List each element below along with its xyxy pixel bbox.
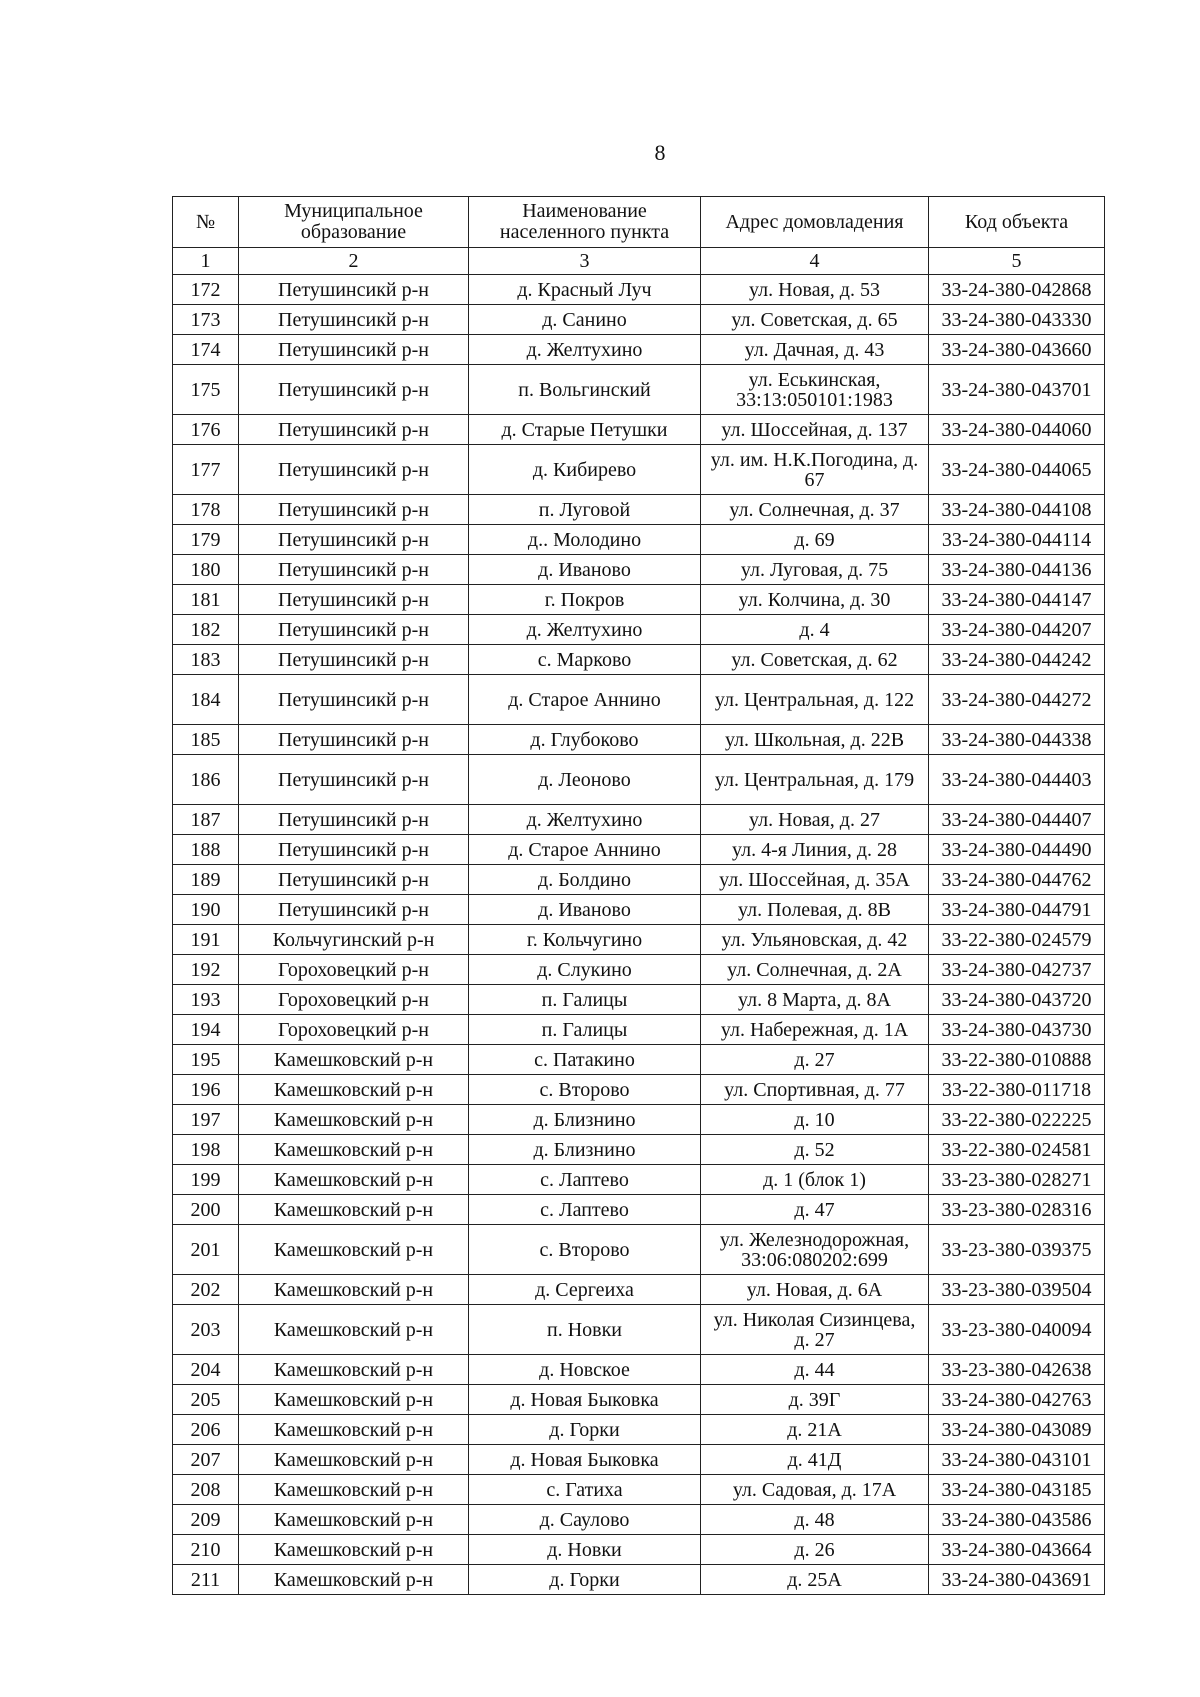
settlement-cell: с. Патакино [469, 1045, 701, 1075]
table-row [173, 305, 1105, 335]
address-cell: д. 41Д [701, 1445, 929, 1475]
address-cell: ул. 8 Марта, д. 8А [701, 985, 929, 1015]
municipality-cell: Камешковский р-н [239, 1075, 469, 1105]
address-cell: ул. Новая, д. 53 [701, 275, 929, 305]
object-code-cell: 33-24-380-043664 [929, 1535, 1105, 1565]
settlement-cell: д. Горки [469, 1565, 701, 1595]
object-code-cell: 33-24-380-044403 [929, 755, 1105, 805]
municipality-cell: Петушинсикй р-н [239, 335, 469, 365]
header-settlement: Наименование населенного пункта [469, 197, 701, 248]
object-code-cell: 33-24-380-044065 [929, 445, 1105, 495]
address-cell: д. 47 [701, 1195, 929, 1225]
municipality-cell: Гороховецкий р-н [239, 985, 469, 1015]
settlement-cell: д. Санино [469, 305, 701, 335]
row-number: 192 [173, 955, 239, 985]
object-code-cell: 33-24-380-043660 [929, 335, 1105, 365]
object-code-cell: 33-24-380-044114 [929, 525, 1105, 555]
settlement-cell: с. Второво [469, 1075, 701, 1105]
settlement-cell: д. Слукино [469, 955, 701, 985]
municipality-cell: Камешковский р-н [239, 1195, 469, 1225]
address-cell: ул. Дачная, д. 43 [701, 335, 929, 365]
row-number: 181 [173, 585, 239, 615]
table-row [173, 1105, 1105, 1135]
municipality-cell: Камешковский р-н [239, 1505, 469, 1535]
object-code-cell: 33-24-380-042763 [929, 1385, 1105, 1415]
municipality-cell: Камешковский р-н [239, 1225, 469, 1275]
settlement-cell: д.. Молодино [469, 525, 701, 555]
settlement-cell: с. Лаптево [469, 1195, 701, 1225]
settlement-cell: д. Красный Луч [469, 275, 701, 305]
object-code-cell: 33-24-380-042868 [929, 275, 1105, 305]
municipality-cell: Петушинсикй р-н [239, 555, 469, 585]
row-number: 198 [173, 1135, 239, 1165]
object-code-cell: 33-24-380-044207 [929, 615, 1105, 645]
object-code-cell: 33-22-380-011718 [929, 1075, 1105, 1105]
address-cell: ул. Советская, д. 65 [701, 305, 929, 335]
column-number: 2 [239, 248, 469, 275]
address-cell: ул. Шоссейная, д. 137 [701, 415, 929, 445]
object-code-cell: 33-24-380-044272 [929, 675, 1105, 725]
table-row [173, 645, 1105, 675]
settlement-cell: д. Горки [469, 1415, 701, 1445]
municipality-cell: Камешковский р-н [239, 1045, 469, 1075]
municipality-cell: Гороховецкий р-н [239, 955, 469, 985]
object-code-cell: 33-24-380-044242 [929, 645, 1105, 675]
object-code-cell: 33-24-380-044147 [929, 585, 1105, 615]
settlement-cell: д. Леоново [469, 755, 701, 805]
settlement-cell: д. Близнино [469, 1135, 701, 1165]
municipality-cell: Камешковский р-н [239, 1135, 469, 1165]
settlement-cell: д. Глубоково [469, 725, 701, 755]
address-cell: д. 1 (блок 1) [701, 1165, 929, 1195]
object-code-cell: 33-24-380-044136 [929, 555, 1105, 585]
row-number: 187 [173, 805, 239, 835]
address-cell: ул. Школьная, д. 22В [701, 725, 929, 755]
row-number: 178 [173, 495, 239, 525]
table-row [173, 755, 1105, 805]
object-code-cell: 33-22-380-022225 [929, 1105, 1105, 1135]
object-code-cell: 33-23-380-042638 [929, 1355, 1105, 1385]
settlement-cell: с. Лаптево [469, 1165, 701, 1195]
row-number: 183 [173, 645, 239, 675]
object-code-cell: 33-23-380-028316 [929, 1195, 1105, 1225]
table-row [173, 1305, 1105, 1355]
address-cell: ул. Луговая, д. 75 [701, 555, 929, 585]
object-code-cell: 33-24-380-043701 [929, 365, 1105, 415]
table-row [173, 725, 1105, 755]
municipality-cell: Петушинсикй р-н [239, 415, 469, 445]
table-row [173, 1355, 1105, 1385]
row-number: 179 [173, 525, 239, 555]
table-row [173, 1075, 1105, 1105]
settlement-cell: п. Новки [469, 1305, 701, 1355]
municipality-cell: Кольчугинский р-н [239, 925, 469, 955]
address-cell: ул. 4-я Линия, д. 28 [701, 835, 929, 865]
object-code-cell: 33-24-380-044791 [929, 895, 1105, 925]
address-cell: ул. Железнодорожная, 33:06:080202:699 [701, 1225, 929, 1275]
table-row [173, 1475, 1105, 1505]
address-cell: ул. Шоссейная, д. 35А [701, 865, 929, 895]
table-row [173, 1535, 1105, 1565]
table-row [173, 1415, 1105, 1445]
table-row [173, 1385, 1105, 1415]
settlement-cell: д. Кибирево [469, 445, 701, 495]
municipality-cell: Камешковский р-н [239, 1565, 469, 1595]
table-row [173, 805, 1105, 835]
address-cell: ул. Центральная, д. 122 [701, 675, 929, 725]
table-row [173, 1565, 1105, 1595]
row-number: 204 [173, 1355, 239, 1385]
column-number: 3 [469, 248, 701, 275]
settlement-cell: п. Галицы [469, 1015, 701, 1045]
column-number: 1 [173, 248, 239, 275]
settlement-cell: д. Старое Аннино [469, 675, 701, 725]
settlement-cell: д. Старое Аннино [469, 835, 701, 865]
object-code-cell: 33-24-380-044407 [929, 805, 1105, 835]
object-code-cell: 33-24-380-043691 [929, 1565, 1105, 1595]
address-cell: ул. Набережная, д. 1А [701, 1015, 929, 1045]
settlement-cell: с. Второво [469, 1225, 701, 1275]
municipality-cell: Петушинсикй р-н [239, 615, 469, 645]
municipality-cell: Петушинсикй р-н [239, 725, 469, 755]
row-number: 196 [173, 1075, 239, 1105]
row-number: 189 [173, 865, 239, 895]
column-number-row [173, 248, 1105, 275]
settlement-cell: д. Новая Быковка [469, 1445, 701, 1475]
row-number: 184 [173, 675, 239, 725]
municipality-cell: Камешковский р-н [239, 1165, 469, 1195]
row-number: 200 [173, 1195, 239, 1225]
object-code-cell: 33-24-380-043185 [929, 1475, 1105, 1505]
address-cell: ул. Новая, д. 6А [701, 1275, 929, 1305]
row-number: 186 [173, 755, 239, 805]
object-code-cell: 33-22-380-010888 [929, 1045, 1105, 1075]
settlement-cell: г. Кольчугино [469, 925, 701, 955]
municipality-cell: Камешковский р-н [239, 1445, 469, 1475]
row-number: 194 [173, 1015, 239, 1045]
table-row [173, 415, 1105, 445]
table-row [173, 835, 1105, 865]
settlement-cell: с. Марково [469, 645, 701, 675]
address-cell: д. 10 [701, 1105, 929, 1135]
table-row [173, 525, 1105, 555]
row-number: 174 [173, 335, 239, 365]
municipality-cell: Гороховецкий р-н [239, 1015, 469, 1045]
settlement-cell: д. Желтухино [469, 805, 701, 835]
row-number: 173 [173, 305, 239, 335]
table-row [173, 675, 1105, 725]
column-number: 4 [701, 248, 929, 275]
settlement-cell: д. Новское [469, 1355, 701, 1385]
row-number: 188 [173, 835, 239, 865]
table-row [173, 365, 1105, 415]
object-code-cell: 33-24-380-043730 [929, 1015, 1105, 1045]
table-row [173, 865, 1105, 895]
municipality-cell: Петушинсикй р-н [239, 865, 469, 895]
settlement-cell: д. Новки [469, 1535, 701, 1565]
municipality-cell: Петушинсикй р-н [239, 805, 469, 835]
settlement-cell: д. Новая Быковка [469, 1385, 701, 1415]
row-number: 201 [173, 1225, 239, 1275]
object-code-cell: 33-24-380-043089 [929, 1415, 1105, 1445]
object-code-cell: 33-24-380-044338 [929, 725, 1105, 755]
object-code-cell: 33-24-380-044762 [929, 865, 1105, 895]
row-number: 180 [173, 555, 239, 585]
address-cell: д. 26 [701, 1535, 929, 1565]
object-code-cell: 33-22-380-024581 [929, 1135, 1105, 1165]
row-number: 205 [173, 1385, 239, 1415]
address-cell: ул. Садовая, д. 17А [701, 1475, 929, 1505]
address-cell: д. 27 [701, 1045, 929, 1075]
object-code-cell: 33-24-380-044490 [929, 835, 1105, 865]
row-number: 185 [173, 725, 239, 755]
object-code-cell: 33-23-380-039375 [929, 1225, 1105, 1275]
municipality-cell: Петушинсикй р-н [239, 305, 469, 335]
row-number: 197 [173, 1105, 239, 1135]
address-cell: д. 44 [701, 1355, 929, 1385]
address-cell: д. 69 [701, 525, 929, 555]
address-cell: ул. Николая Сизинцева, д. 27 [701, 1305, 929, 1355]
row-number: 202 [173, 1275, 239, 1305]
address-cell: ул. Новая, д. 27 [701, 805, 929, 835]
address-cell: ул. Центральная, д. 179 [701, 755, 929, 805]
table-row [173, 1225, 1105, 1275]
settlement-cell: п. Луговой [469, 495, 701, 525]
settlement-cell: д. Сергеиха [469, 1275, 701, 1305]
table-row [173, 275, 1105, 305]
row-number: 203 [173, 1305, 239, 1355]
table-row [173, 1135, 1105, 1165]
municipality-cell: Петушинсикй р-н [239, 585, 469, 615]
object-code-cell: 33-24-380-043720 [929, 985, 1105, 1015]
row-number: 191 [173, 925, 239, 955]
address-cell: ул. Советская, д. 62 [701, 645, 929, 675]
municipality-cell: Камешковский р-н [239, 1535, 469, 1565]
table-row [173, 445, 1105, 495]
table-row [173, 925, 1105, 955]
row-number: 199 [173, 1165, 239, 1195]
municipality-cell: Петушинсикй р-н [239, 525, 469, 555]
table-row [173, 1165, 1105, 1195]
row-number: 207 [173, 1445, 239, 1475]
municipality-cell: Камешковский р-н [239, 1415, 469, 1445]
municipality-cell: Петушинсикй р-н [239, 755, 469, 805]
header-address: Адрес домовладения [701, 197, 929, 248]
settlement-cell: д. Желтухино [469, 615, 701, 645]
object-code-cell: 33-24-380-043330 [929, 305, 1105, 335]
table-row [173, 1045, 1105, 1075]
settlement-cell: д. Саулово [469, 1505, 701, 1535]
municipality-cell: Петушинсикй р-н [239, 445, 469, 495]
address-cell: д. 48 [701, 1505, 929, 1535]
table-body [173, 275, 1105, 1595]
municipality-cell: Камешковский р-н [239, 1385, 469, 1415]
address-cell: ул. им. Н.К.Погодина, д. 67 [701, 445, 929, 495]
settlement-cell: п. Галицы [469, 985, 701, 1015]
page-number: 8 [654, 140, 666, 165]
row-number: 175 [173, 365, 239, 415]
address-cell: ул. Ульяновская, д. 42 [701, 925, 929, 955]
municipality-cell: Петушинсикй р-н [239, 895, 469, 925]
address-cell: ул. Солнечная, д. 2А [701, 955, 929, 985]
table-row [173, 335, 1105, 365]
table-row [173, 1445, 1105, 1475]
row-number: 209 [173, 1505, 239, 1535]
settlement-cell: д. Иваново [469, 555, 701, 585]
address-cell: ул. Спортивная, д. 77 [701, 1075, 929, 1105]
municipality-cell: Камешковский р-н [239, 1105, 469, 1135]
municipality-cell: Петушинсикй р-н [239, 675, 469, 725]
table-row [173, 585, 1105, 615]
table-row [173, 895, 1105, 925]
object-code-cell: 33-23-380-028271 [929, 1165, 1105, 1195]
settlement-cell: д. Болдино [469, 865, 701, 895]
settlement-cell: д. Старые Петушки [469, 415, 701, 445]
row-number: 210 [173, 1535, 239, 1565]
row-number: 177 [173, 445, 239, 495]
address-cell: д. 52 [701, 1135, 929, 1165]
object-code-cell: 33-23-380-039504 [929, 1275, 1105, 1305]
address-cell: д. 21А [701, 1415, 929, 1445]
settlement-cell: с. Гатиха [469, 1475, 701, 1505]
settlement-cell: г. Покров [469, 585, 701, 615]
table-row [173, 1275, 1105, 1305]
settlement-cell: д. Близнино [469, 1105, 701, 1135]
address-cell: ул. Солнечная, д. 37 [701, 495, 929, 525]
row-number: 195 [173, 1045, 239, 1075]
header-municipality: Муниципальное образование [239, 197, 469, 248]
objects-table [172, 196, 1105, 1595]
header-number: № [173, 197, 239, 248]
settlement-cell: д. Желтухино [469, 335, 701, 365]
table-row [173, 985, 1105, 1015]
object-code-cell: 33-22-380-024579 [929, 925, 1105, 955]
table-row [173, 955, 1105, 985]
row-number: 193 [173, 985, 239, 1015]
object-code-cell: 33-24-380-044060 [929, 415, 1105, 445]
row-number: 206 [173, 1415, 239, 1445]
address-cell: д. 4 [701, 615, 929, 645]
address-cell: ул. Полевая, д. 8В [701, 895, 929, 925]
municipality-cell: Петушинсикй р-н [239, 645, 469, 675]
header-object-code: Код объекта [929, 197, 1105, 248]
object-code-cell: 33-24-380-043586 [929, 1505, 1105, 1535]
settlement-cell: д. Иваново [469, 895, 701, 925]
table-row [173, 1195, 1105, 1225]
address-cell: д. 25А [701, 1565, 929, 1595]
address-cell: ул. Колчина, д. 30 [701, 585, 929, 615]
table-row [173, 1505, 1105, 1535]
object-code-cell: 33-24-380-044108 [929, 495, 1105, 525]
row-number: 190 [173, 895, 239, 925]
municipality-cell: Петушинсикй р-н [239, 365, 469, 415]
table-row [173, 615, 1105, 645]
row-number: 208 [173, 1475, 239, 1505]
municipality-cell: Камешковский р-н [239, 1475, 469, 1505]
object-code-cell: 33-24-380-043101 [929, 1445, 1105, 1475]
row-number: 211 [173, 1565, 239, 1595]
row-number: 176 [173, 415, 239, 445]
table-row [173, 555, 1105, 585]
address-cell: д. 39Г [701, 1385, 929, 1415]
row-number: 172 [173, 275, 239, 305]
municipality-cell: Петушинсикй р-н [239, 275, 469, 305]
row-number: 182 [173, 615, 239, 645]
municipality-cell: Петушинсикй р-н [239, 835, 469, 865]
municipality-cell: Камешковский р-н [239, 1305, 469, 1355]
address-cell: ул. Еськинская, 33:13:050101:1983 [701, 365, 929, 415]
column-number: 5 [929, 248, 1105, 275]
municipality-cell: Камешковский р-н [239, 1275, 469, 1305]
municipality-cell: Камешковский р-н [239, 1355, 469, 1385]
object-code-cell: 33-24-380-042737 [929, 955, 1105, 985]
object-code-cell: 33-23-380-040094 [929, 1305, 1105, 1355]
table-row [173, 1015, 1105, 1045]
settlement-cell: п. Вольгинский [469, 365, 701, 415]
table-row [173, 495, 1105, 525]
header-row [173, 197, 1105, 248]
municipality-cell: Петушинсикй р-н [239, 495, 469, 525]
